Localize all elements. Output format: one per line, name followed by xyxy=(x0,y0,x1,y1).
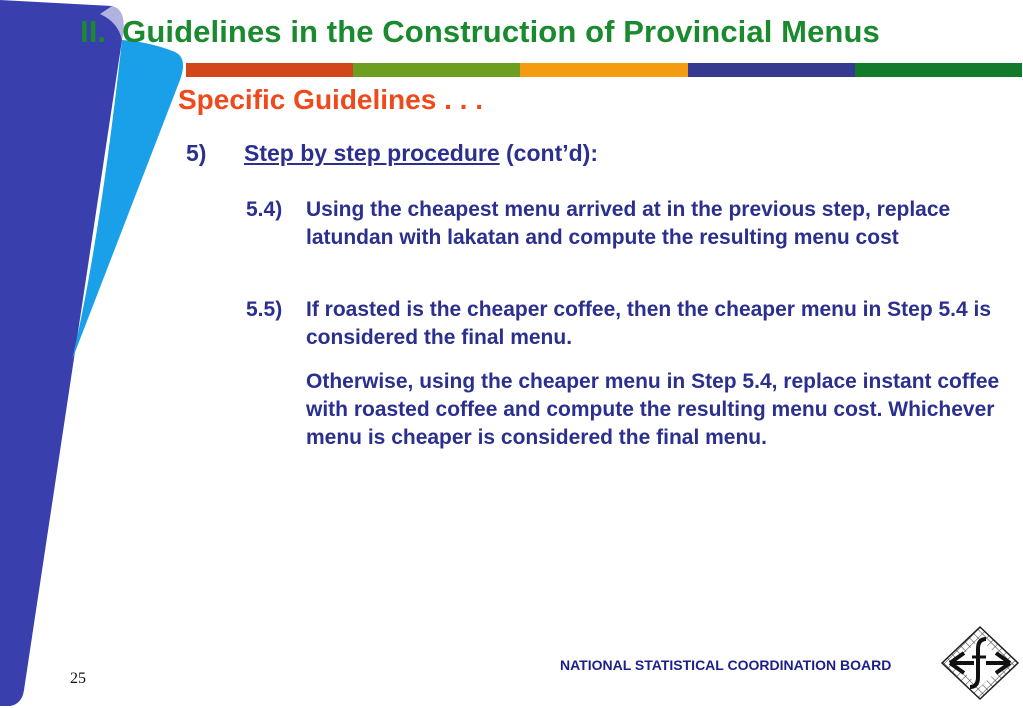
color-bar xyxy=(855,63,1022,77)
item-text: If roasted is the cheaper coffee, then the cheaper menu in Step 5.4 is considered the final menu. xyxy=(306,298,992,349)
step-label-link[interactable]: Step by step procedure xyxy=(244,140,500,166)
item-number: 5.5) xyxy=(246,298,283,321)
slide-title xyxy=(80,14,880,50)
item-number: 5.4) xyxy=(246,198,283,221)
step-number: 5) xyxy=(186,140,207,166)
list-item-otherwise xyxy=(246,368,1016,452)
step-suffix: (cont’d): xyxy=(499,140,598,166)
list-item-5-5 xyxy=(246,296,1016,352)
decorative-swoosh-icon xyxy=(0,0,200,708)
color-bar xyxy=(186,63,353,77)
list-item-5-4 xyxy=(246,196,1016,252)
page-number: 25 xyxy=(70,670,86,687)
title-text: Guidelines in the Construction of Provincial Menus xyxy=(122,14,880,49)
item-text: Using the cheapest menu arrived at in the previous step, replace latundan with lakatan and compute the resulting menu cost xyxy=(306,198,951,249)
section-subtitle: Specific Guidelines . . . xyxy=(178,84,483,115)
step-heading xyxy=(186,140,598,167)
nscb-logo-icon xyxy=(940,625,1020,701)
color-bar xyxy=(520,63,688,77)
title-number: II. xyxy=(80,14,107,49)
item-text: Otherwise, using the cheaper menu in Step 5.4, replace instant coffee with roasted coffee and compute the resulting menu cost. Whichever menu is cheaper is considered the final menu. xyxy=(306,370,1000,449)
footer-organization: NATIONAL STATISTICAL COORDINATION BOARD xyxy=(560,657,892,673)
color-bar xyxy=(688,63,855,77)
color-bar-strip xyxy=(186,63,1022,77)
color-bar xyxy=(353,63,520,77)
